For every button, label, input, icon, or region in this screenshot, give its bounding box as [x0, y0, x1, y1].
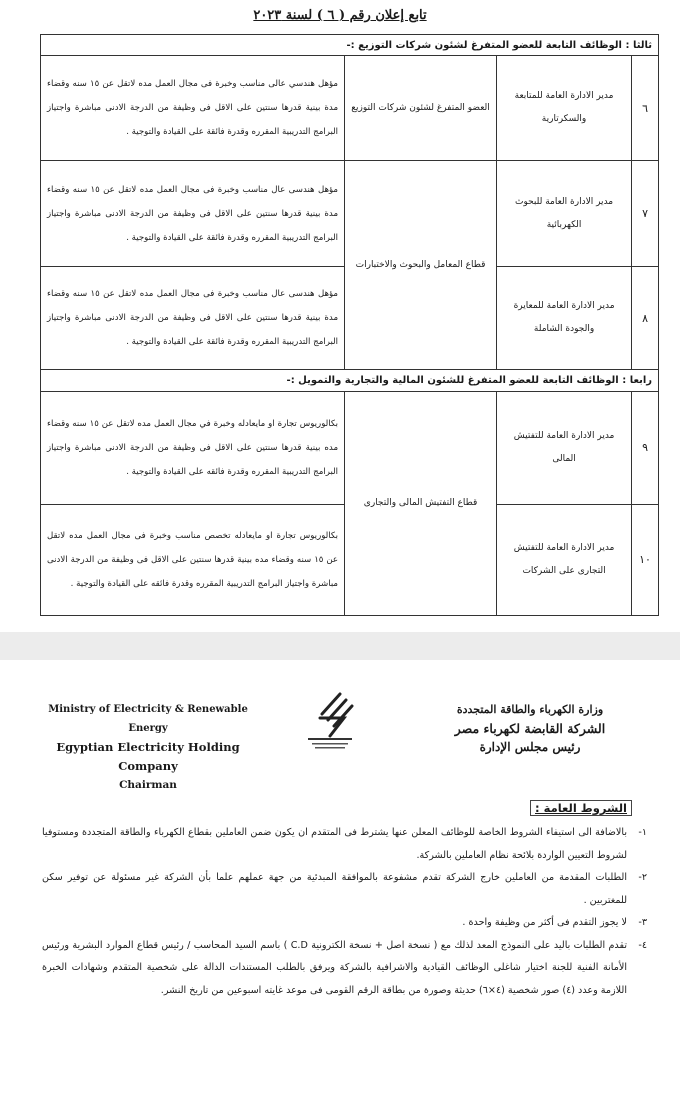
company-name-en: Egyptian Electricity Holding Company: [56, 740, 240, 773]
qualifications: بكالوريوس تجارة او مايعادله تخصص مناسب وخبرة فى مجال العمل مده لاتقل عن ١٥ سنه وقضاء مده بينية قدرها سنتين على الاقل فى وظيفة من الدرجة الادنى مباشرة واجتياز البرامج التدريبية المقرره وقدرة فائقه على القيادة والتوجية .: [41, 504, 345, 615]
page-divider: [0, 632, 680, 660]
general-conditions-list: [42, 822, 647, 1002]
item-text: الطلبات المقدمة من العاملين خارج الشركة تقدم مشفوعة بالموافقة المبدئية من جهة عملهم علما بأن الشركة غير مسئولة عن توفير سكن للمغتربين .: [42, 872, 627, 906]
item-text: تقدم الطلبات باليد على النموذج المعد لذلك مع ( نسخة اصل + نسخة الكترونية C.D ) باسم السيد المحاسب / رئيس قطاع الموارد البشرية ورئيس الأمانة الفنية للجنة اختيار شاغلى الوظائف القيادية والاشرافية بالشركة ويرفق بالطلب المستندات الدالة على شخصية المتقدم وشهادات الخبرة اللازمة وعدد (٤) صور شخصية (٤×٦) حديثة وصورة من بطاقة الرقم القومى فى موعد غايته اسبوعين من تاريخ النشر.: [42, 939, 627, 996]
logo-caption-line: [315, 747, 345, 749]
list-item: [42, 822, 647, 867]
row-number: ٨: [632, 267, 659, 370]
logo-stroke: [320, 718, 344, 736]
section-heading: ثالثا : الوظائف التابعة للعضو المتفرغ لشئون شركات التوزيع :-: [41, 35, 659, 56]
job-title: مدير الادارة العامة للمعايرة والجودة الشاملة: [497, 267, 632, 370]
jobs-table: [40, 34, 659, 616]
list-item: [42, 867, 647, 912]
job-title: مدير الادارة العامة للبحوث الكهربائية: [497, 161, 632, 267]
row-number: ١٠: [632, 504, 659, 615]
qualifications: بكالوريوس تجارة او مايعادله وخبرة في مجال العمل مده لاتقل عن ١٥ سنه وقضاء مده بينية قدرها سنتين على الاقل فى وظيفة من الدرجة الادنى مباشرة واجتياز البرامج التدريبية المقرره وقدرة فائقه على القيادة والتوجية .: [41, 391, 345, 504]
item-text: بالاضافة الى استيفاء الشروط الخاصة للوظائف المعلن عنها يشترط فى المتقدم ان يكون ضمن العاملين بقطاع الكهرباء والطاقة المتجددة ومستوفيا لشروط التعيين الواردة بلائحة نظام العاملين بالشركة.: [42, 827, 627, 861]
table-row: [41, 56, 659, 161]
list-item: [42, 935, 647, 1003]
page-title: تابع إعلان رقم ( ٦ ) لسنة ٢٠٢٣: [253, 8, 427, 23]
lightning-logo-icon: [300, 688, 360, 752]
job-title: مدير الادارة العامة للمتابعة والسكرتارية: [497, 56, 632, 161]
sector-name: قطاع المعامل والبحوث والاختبارات: [345, 161, 497, 370]
table-row: [41, 391, 659, 504]
ministry-name-en: Ministry of Electricity & Renewable Energy: [48, 704, 248, 734]
general-conditions-heading: الشروط العامة :: [530, 800, 632, 816]
item-number: ٤-: [638, 939, 647, 951]
section-heading: رابعا : الوظائف التابعة للعضو المتفرغ للشئون المالية والتجارية والتمويل :-: [41, 370, 659, 391]
row-number: ٩: [632, 391, 659, 504]
company-name-ar: الشركة القابضة لكهرباء مصر: [454, 721, 606, 736]
qualifications: مؤهل هندسى عال مناسب وخبرة فى مجال العمل مده لاتقل عن ١٥ سنه وقضاء مدة بينية قدرها سنتين على الاقل فى وظيفة من الدرجة الادنى مباشرة واجتياز البرامج التدريبية المقرره وقدرة فائقة على القيادة والتوجية .: [41, 267, 345, 370]
row-number: ٦: [632, 56, 659, 161]
job-title: مدير الادارة العامة للتفتيش التجارى على الشركات: [497, 504, 632, 615]
qualifications: مؤهل هندسي عالى مناسب وخبرة فى مجال العمل مده لاتقل عن ١٥ سنه وقضاء مدة بينية قدرها سنتين على الاقل فى وظيفة من الدرجة الادنى مباشرة واجتياز البرامج التدريبية المقرره وقدرة فائقة على القيادة والتوجية .: [41, 56, 345, 161]
qualifications: مؤهل هندسى عال مناسب وخبرة فى مجال العمل مده لاتقل عن ١٥ سنه وقضاء مدة بينية قدرها سنتين على الاقل فى وظيفة من الدرجة الادنى مباشرة واجتياز البرامج التدريبية المقرره وقدرة فائقة على القيادة والتوجية .: [41, 161, 345, 267]
item-number: ٢-: [638, 872, 647, 883]
logo-caption-line: [312, 743, 348, 745]
letterhead-english: [28, 700, 268, 795]
letterhead-arabic: [395, 700, 665, 757]
sector-name: العضو المتفرغ لشئون شركات التوزيع: [345, 56, 497, 161]
table-row: [41, 161, 659, 267]
ministry-name-ar: وزارة الكهرباء والطاقة المتجددة: [456, 703, 604, 716]
item-number: ١-: [638, 827, 647, 838]
item-number: ٣-: [638, 917, 647, 928]
chairman-label-ar: رئيس مجلس الإدارة: [479, 740, 581, 754]
chairman-label-en: Chairman: [119, 779, 177, 791]
job-title: مدير الادارة العامة للتفتيش المالى: [497, 391, 632, 504]
row-number: ٧: [632, 161, 659, 267]
logo-underline: [308, 738, 352, 740]
item-text: لا يجوز التقدم فى أكثر من وظيفة واحدة .: [462, 917, 627, 928]
sector-name: قطاع التفتيش المالى والتجارى: [345, 391, 497, 615]
list-item: [42, 912, 647, 935]
